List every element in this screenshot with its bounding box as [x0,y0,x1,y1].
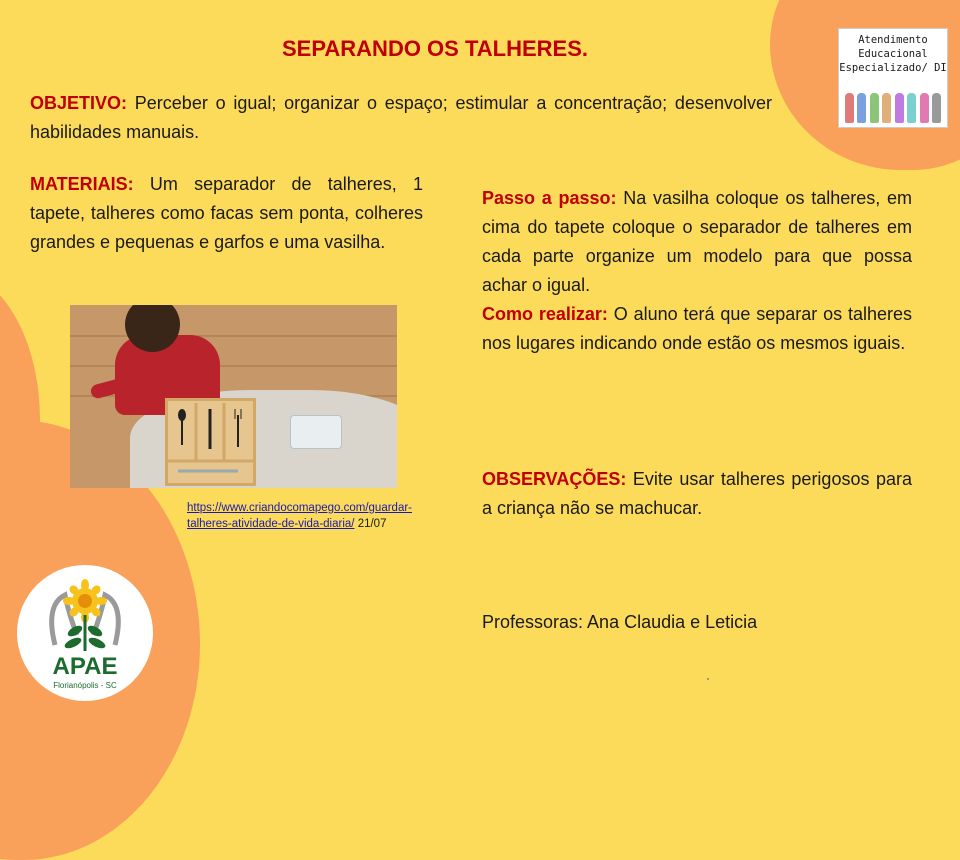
como-label: Como realizar: [482,304,608,324]
objetivo-label: OBJETIVO: [30,93,128,113]
source-link[interactable]: https://www.criandocomapego.com/guardar-talheres-atividade-de-vida-diaria/ [187,502,412,530]
image-credit [187,500,412,532]
page-title: SEPARANDO OS TALHERES. [282,36,588,61]
passo-text: Na vasilha coloque os talheres, em cima do tapete coloque o separador de talheres em cada parte organize um modelo para que possa achar o igual. [482,188,913,295]
children-illustration [845,87,941,123]
objetivo-text: Perceber o igual; organizar o espaço; estimular a concentração; desenvolver habilidades manuais. [30,93,772,142]
professoras-line: Professoras: Ana Claudia e Leticia [482,612,758,632]
apae-city: Florianópolis - SC [53,681,117,690]
source-date: 21/07 [357,518,387,530]
aee-logo [838,28,948,128]
cutlery-icon [168,401,253,483]
instructions-block [482,184,912,358]
observacoes-text: Evite usar talheres perigosos para a criança não se machucar. [482,469,912,518]
observacoes-paragraph [482,465,912,523]
apae-logo [17,565,153,701]
aee-line-3: Especializado/ DI [839,62,947,74]
aee-line-1: Atendimento [858,34,928,46]
cutlery-bowl-shape [290,415,342,449]
aee-line-2: Educacional [858,48,928,60]
activity-photo [70,305,397,488]
objetivo-paragraph [30,89,772,147]
passo-label: Passo a passo: [482,188,617,208]
apae-name: APAE [52,653,118,680]
stray-dot [707,678,709,680]
materiais-text: Um separador de talheres, 1 tapete, talheres como facas sem ponta, colheres grandes e pequenas e garfos e uma vasilha. [30,174,423,252]
cutlery-tray-shape [165,398,256,486]
materiais-label: MATERIAIS: [30,174,134,194]
como-text: O aluno terá que separar os talheres nos lugares indicando onde estão os mesmos iguais. [482,304,912,353]
observacoes-label: OBSERVAÇÕES: [482,469,627,489]
sunflower-hands-icon [17,565,153,655]
materiais-paragraph [30,170,423,257]
